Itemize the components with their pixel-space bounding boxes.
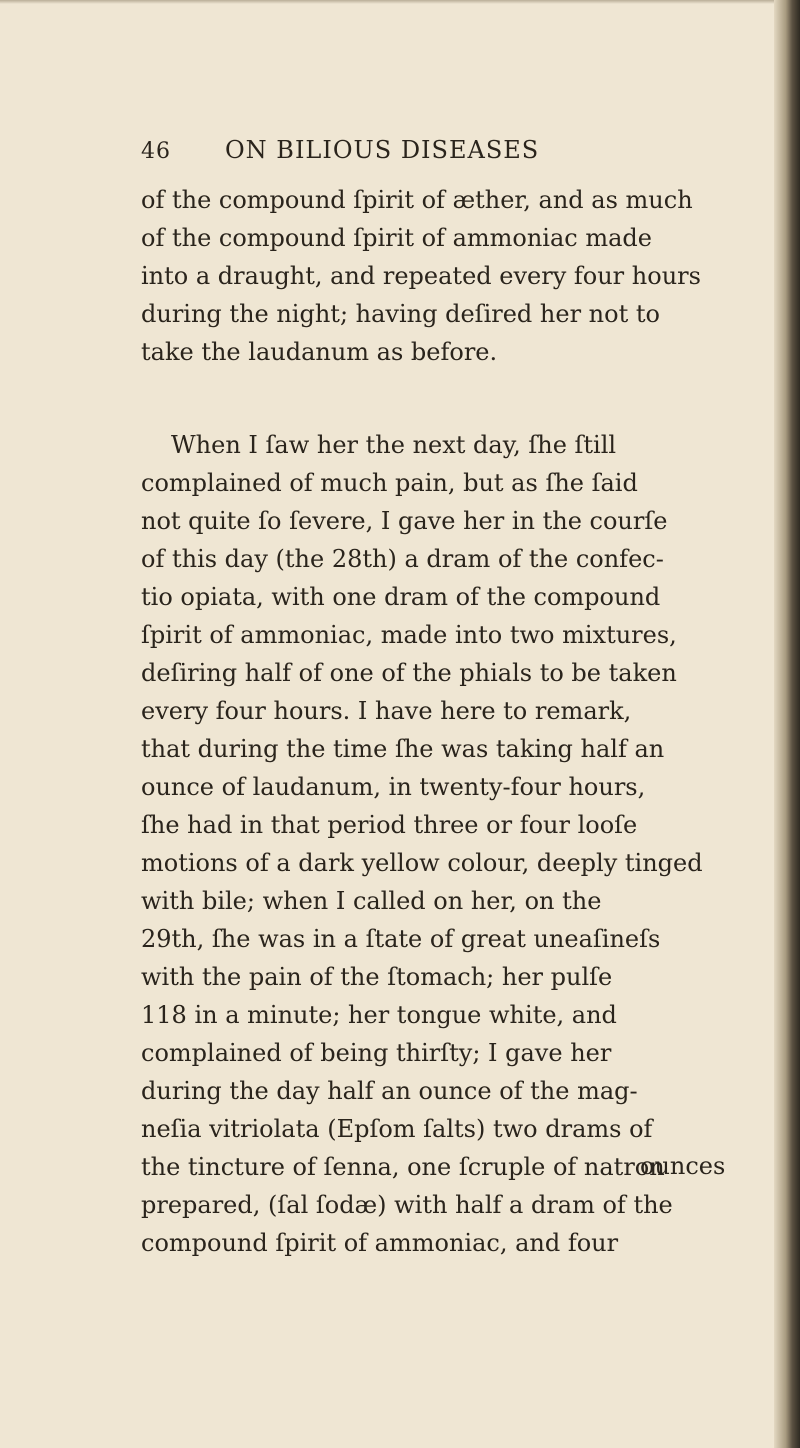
text-line: ſpirit of ammoniac, made into two mixtures,: [141, 621, 677, 649]
page-top-edge: [0, 0, 800, 4]
text-line: motions of a dark yellow colour, deeply tinged: [141, 849, 703, 877]
text-line: prepared, (ſal ſodæ) with half a dram of the: [141, 1191, 673, 1219]
text-line: take the laudanum as before.: [141, 338, 498, 366]
text-line: compound ſpirit of ammoniac, and four: [141, 1229, 619, 1257]
text-line: during the day half an ounce of the mag-: [141, 1077, 638, 1105]
text-line: not quite ſo ſevere, I gave her in the courſe: [141, 507, 668, 535]
running-title: ON BILIOUS DISEASES: [225, 136, 540, 164]
page-gutter-shadow: [774, 0, 800, 1448]
catchword: ounces: [640, 1152, 726, 1180]
text-line: ſhe had in that period three or four looſe: [141, 811, 638, 839]
text-line: of the compound ſpirit of æther, and as much: [141, 186, 693, 214]
paragraph-2: [141, 426, 741, 1262]
page-number: 46: [141, 139, 171, 164]
text-line: ounce of laudanum, in twenty-four hours,: [141, 773, 646, 801]
text-line: of the compound ſpirit of ammoniac made: [141, 224, 652, 252]
running-header: [141, 136, 581, 170]
text-line: complained of being thirſty; I gave her: [141, 1039, 612, 1067]
text-line: the tincture of ſenna, one ſcruple of natron: [141, 1153, 665, 1181]
text-line: during the night; having deſired her not to: [141, 300, 660, 328]
text-line: of this day (the 28th) a dram of the confec-: [141, 545, 664, 573]
text-line: neſia vitriolata (Epſom ſalts) two drams of: [141, 1115, 653, 1143]
text-line: into a draught, and repeated every four hours: [141, 262, 701, 290]
text-line: every four hours. I have here to remark,: [141, 697, 632, 725]
body-text: [141, 181, 741, 1262]
text-line: 29th, ſhe was in a ſtate of great uneaſineſs: [141, 925, 661, 953]
text-line: 118 in a minute; her tongue white, and: [141, 1001, 617, 1029]
text-line: that during the time ſhe was taking half an: [141, 735, 665, 763]
text-line: with the pain of the ſtomach; her pulſe: [141, 963, 613, 991]
text-line: tio opiata, with one dram of the compound: [141, 583, 661, 611]
text-line: deſiring half of one of the phials to be taken: [141, 659, 677, 687]
text-line: complained of much pain, but as ſhe ſaid: [141, 469, 638, 497]
paragraph-1: [141, 181, 741, 371]
text-line: with bile; when I called on her, on the: [141, 887, 602, 915]
text-line: When I ſaw her the next day, ſhe ſtill: [171, 431, 617, 459]
